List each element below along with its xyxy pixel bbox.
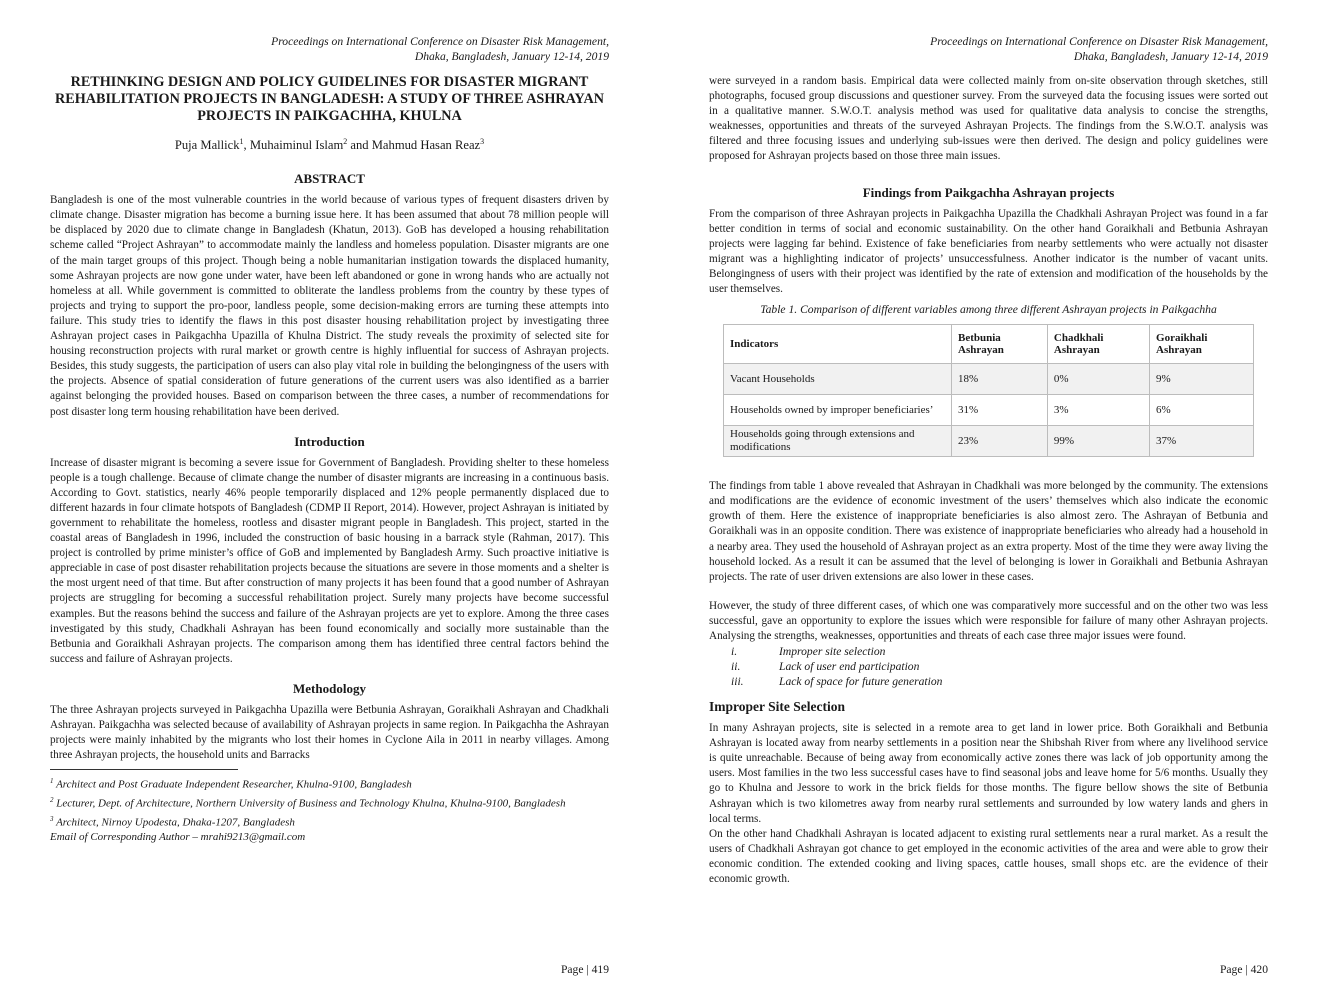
footnote-2: $^2$ Lecturer, Dept. of Architecture, Northern University of Business and Technology Khulna, Khulna-9100, Bangladesh — [50, 795, 566, 810]
table-cell: Households going through extensions and modifications — [724, 426, 952, 457]
findings-discussion-text: The findings from table 1 above revealed that Ashrayan in Chadkhali was more belonged by the community. The extensions and modifications are the evidence of economic investment of the users’ themselves which also indicate the economic growth of them. Here the existence of inappropriate beneficiaries is also almost zero. The Ashrayan of Betbunia and Goraikhali was in an opposite condition. There was existence of inappropriate beneficiaries who already had a household in a nearby area. They used the household of Ashrayan project as an extra property. Most of the time they were away living the household locked. As a result it can be assumed that the level of belonging is lower in Goraikhali and Betbunia Ashrayan projects. The rate of user driven extensions are also lower in these cases. — [709, 480, 1268, 583]
footnote-divider — [50, 769, 238, 770]
corresponding-email: Email of Corresponding Author – mrahi9213@gmail.com — [50, 831, 306, 844]
table-cell: 37% — [1150, 426, 1254, 457]
table-cell: 99% — [1047, 426, 1149, 457]
footnote-3: $^3$ Architect, Nirnoy Upodesta, Dhaka-1207, Bangladesh — [50, 814, 295, 829]
footnotes — [50, 774, 609, 845]
author-3: Mahmud Hasan Reaz — [371, 138, 481, 153]
issues-list — [731, 644, 1268, 689]
abstract-heading: ABSTRACT — [294, 171, 365, 187]
table-cell: 9% — [1150, 364, 1254, 395]
page-number-right: Page | 420 — [1219, 963, 1268, 976]
comparison-table — [723, 324, 1254, 457]
author-2-affil: 2 — [343, 137, 348, 146]
table-row — [724, 426, 1254, 457]
list-item: ii. Lack of user end participation — [731, 660, 920, 674]
author-3-affil: 3 — [480, 137, 485, 146]
paper-title: RETHINKING DESIGN AND POLICY GUIDELINES FOR DISASTER MIGRANT REHABILITATION PROJECTS IN BANGLADESH: A STUDY OF THREE ASHRAYAN PROJECTS IN PAIKGACHHA, KHULNA — [55, 74, 604, 124]
findings-heading: Findings from Paikgachha Ashrayan projects — [862, 184, 1115, 200]
author-list: Puja Mallick$^1$, Muhaiminul Islam$^2$ and Mahmud Hasan Reaz$^3$ — [174, 137, 485, 153]
table-cell: Vacant Households — [724, 364, 952, 395]
table-cell: 3% — [1047, 395, 1149, 426]
running-head-line2: Dhaka, Bangladesh, January 12-14, 2019 — [414, 50, 609, 63]
introduction-text: Increase of disaster migrant is becoming a severe issue for Government of Bangladesh. Providing shelter to these homeless people is a tough challenge. Because of climate change the number of disaster migrants are increasing in a continuous basis. According to Govt. statistics, nearly 46% people temporarily displaced and 12% people permanently displaced due to different hazards in four climate hotspots of Bangladesh (CDMP II Report, 2014). However, project Ashrayan is initiated by government to rehabilitate the homeless, rootless and disaster migrant people in Bangladesh. This project, started in the coastal areas of Bangladesh in 1996, included the construction of basic housing in a barrack style (Rahman, 2017). This project is controlled by prime minister’s office of GoB and implemented by Bangladesh Army. Such proactive initiative is appreciable in case of post disaster rehabilitation projects because the situations are severe in those moments and a shelter is the most urgent need of that time. But after construction of many projects it has been found that a good number of Ashrayan projects are struggling for becoming a successful rehabilitation project. Surely many projects have become successful examples. But the reasons behind the success and failure of the Ashrayan projects are yet to explore. Among the three cases investigated by this study, Chadkhali Ashrayan has been found economically and socially more sustainable than the Betbunia and Goraikhali Ashrayan projects. The comparison among them has identified three central factors behind the success and failure of Ashrayan projects. — [50, 456, 609, 665]
table-row — [724, 364, 1254, 395]
methodology-text: The three Ashrayan projects surveyed in Paikgachha Upazilla were Betbunia Ashrayan, Goraikhali Ashrayan and Chadkhali Ashrayan. Paikgachha was selected because of availability of Ashrayan projects in same region. In Paikgachha the Ashrayan projects were mainly inhabited by the migrants who lost their homes in Cyclone Aila in 2011 in nearby villages. Among three Ashrayan projects, the household units and Barracks — [50, 703, 609, 762]
page-right — [659, 0, 1318, 1008]
running-head — [50, 34, 609, 64]
table-cell: Households owned by improper beneficiaries’ — [724, 395, 952, 426]
table-cell: 23% — [952, 426, 1048, 457]
table-cell: 0% — [1047, 364, 1149, 395]
running-head-line1: Proceedings on International Conference on Disaster Risk Management, — [271, 35, 609, 48]
site-selection-text: In many Ashrayan projects, site is selected in a remote area to get land in lower price. Both Goraikhali and Betbunia Ashrayan is located away from nearby settlements in a position near the Shibshah River from where any livelihood service is quite unreachable. Because of being away from economically active zones there was lack of job opportunity among the users. Most families in the two less successful cases have to find seasonal jobs and leave home for 5/6 months. Usually they go to Khulna and Jessore to work in the brick fields for those months. The figure bellow shows the site of Betbunia Ashrayan which is two kilometres away from nearby rural settlements and surrounded by low watery lands and ghers in local terms. — [709, 722, 1268, 825]
running-head-right: Proceedings on International Conference on Disaster Risk Management, Dhaka, Bangladesh, January 12-14, 2019 — [930, 35, 1268, 63]
abstract-text: Bangladesh is one of the most vulnerable countries in the world because of various types of frequent disasters driven by climate change. Disaster migration has become a burning issue here. It has been assumed that about 78 million people will be displaced by 2020 due to climate change in Bangladesh (Khatun, 2013). GoB has developed a housing rehabilitation scheme called “Project Ashrayan” to accommodate mainly the landless and homeless population. Disaster migrants are one of the main target groups of this project. Though being a noble humanitarian instigation towards the displaced humanity, some Ashrayan projects are now gone under water, have been left abandoned or gone in wrong hands who are actually not homeless at all. While government is committed to obliterate the landless problems from the country by these types of projects and trying to support the pro-poor, landless people, some decision-making errors are turning these attempts into failure. This study tries to identify the flaws in this post disaster housing rehabilitation project by investigating three Ashrayan project cases in Paikgachha Upazilla of Khulna District. The study reveals the proximity of selected site for housing reconstruction projects with rural market or growth centre is highly influential for success of Ashrayan projects. Besides, this study suggests, the participation of users can also play vital role in building the belongingness of the users with the projects. Absence of spatial consideration of future generations of the current users was also identified as a barrier against belonging the provided houses. Based on comparison between the three cases, a number of recommendations for post disaster long term housing rehabilitation have been derived. — [50, 194, 609, 418]
site-selection-text-2: On the other hand Chadkhali Ashrayan is located adjacent to existing rural settlements near a rural market. As a result the users of Chadkhali Ashrayan got chance to get employed in the economic activities of the area and were able to grow their economic condition. The extended cooking and living spaces, cattle houses, small shops etc. are the evidence of their economic growth. — [709, 827, 1268, 885]
methodology-continued-text: were surveyed in a random basis. Empirical data were collected mainly from on-site observation through sketches, still photographs, focused group discussions and questioner survey. From the surveyed data the focusing issues were sorted out in a qualitative manner. S.W.O.T. analysis method was used for qualitative data analysis to concise the strengths, weaknesses, opportunities and threats of the surveyed Ashrayan Projects. The findings from the S.W.O.T. analysis was filtered and three focusing issues and underlying sub-issues were then derived. The design and policy guidelines were proposed for Ashrayan projects based on those three main issues. — [709, 75, 1268, 163]
author-1-affil: 1 — [239, 137, 244, 146]
table-row — [724, 395, 1254, 426]
introduction-heading: Introduction — [294, 433, 365, 449]
author-2: Muhaiminul Islam — [249, 138, 344, 153]
table-header-cell: Chadkhali Ashrayan — [1047, 325, 1149, 364]
list-item: i. Improper site selection — [731, 645, 886, 659]
table-cell: 18% — [952, 364, 1048, 395]
table-header-cell: Betbunia Ashrayan — [952, 325, 1048, 364]
list-item: iii. Lack of space for future generation — [731, 675, 943, 689]
findings-text: From the comparison of three Ashrayan projects in Paikgachha Upazilla the Chadkhali Ashrayan Project was found in a far better condition in terms of social and economic sustainability. On the other hand Goraikhali and Betbunia Ashrayan projects were lagging far behind. Existence of fake beneficiaries from nearby settlements who were actually not disaster migrant was a highlighting indicator of projects’ unsuccessfulness. Another indicator is the number of vacant units. Belongingness of users with their project was identified by the rate of extension and modification of the households by the user themselves. — [709, 207, 1268, 296]
site-selection-heading: Improper Site Selection — [709, 699, 845, 715]
table-header-row — [724, 325, 1254, 364]
footnote-1: $^1$ Architect and Post Graduate Independent Researcher, Khulna-9100, Bangladesh — [50, 777, 412, 791]
table-caption: Table 1. Comparison of different variables among three different Ashrayan projects in Paikgachha — [760, 303, 1217, 317]
table-header-cell: Goraikhali Ashrayan — [1150, 325, 1254, 364]
page-number-left: Page | 419 — [560, 963, 609, 976]
table-header-cell: Indicators — [724, 325, 952, 364]
methodology-heading: Methodology — [293, 680, 366, 696]
issues-intro-text: However, the study of three different cases, of which one was comparatively more successful and on the other two was less successful, gave an opportunity to explore the issues which were responsible for failure of many other Ashrayan projects. Analysing the strengths, weaknesses, opportunities and threats of each case three major issues were found. — [709, 599, 1268, 642]
table-cell: 31% — [952, 395, 1048, 426]
author-1: Puja Mallick — [174, 138, 240, 153]
table-cell: 6% — [1150, 395, 1254, 426]
